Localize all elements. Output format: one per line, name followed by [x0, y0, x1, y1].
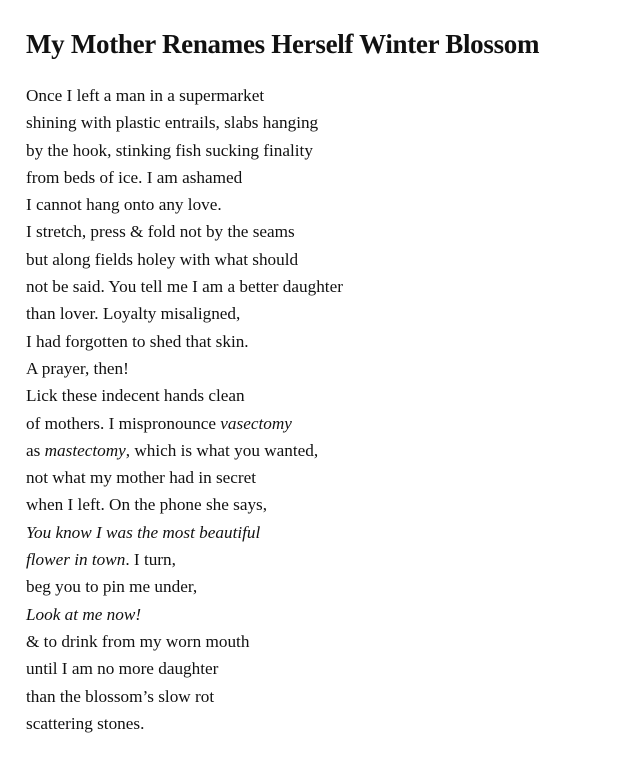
poem-line-segment: Once I left a man in a supermarket — [26, 86, 265, 105]
poem-line-segment: scattering stones. — [26, 713, 145, 733]
poem-line-italic-segment: flower in town — [26, 550, 126, 570]
poem-line-segment: from beds of ice. I am ashamed — [26, 167, 243, 187]
poem-line — [26, 109, 343, 136]
poem-line-segment: A prayer, then! — [26, 358, 129, 378]
poem-line-italic-segment: You know I was the most beautiful — [26, 522, 261, 542]
poem-line-segment: until I am no more daughter — [26, 659, 219, 679]
poem-line — [26, 519, 343, 546]
poem-line-segment: than lover. Loyalty misaligned, — [26, 304, 241, 324]
poem-line-segment: but along fields holey with what should — [26, 249, 299, 269]
poem-line — [26, 683, 343, 710]
poem-line-segment: shining with plastic entrails, slabs hanging — [26, 113, 319, 133]
poem-line — [26, 273, 343, 300]
poem-line-italic-segment: mastectomy — [44, 440, 126, 460]
poem-line-segment: not what my mother had in secret — [26, 468, 257, 488]
poem-line — [26, 573, 343, 600]
poem-line-italic-segment: vasectomy — [220, 413, 292, 433]
poem-line — [26, 82, 343, 109]
poem-body — [26, 82, 343, 737]
poem-line — [26, 628, 343, 655]
poem-line-italic-segment: Look at me now! — [26, 604, 142, 624]
poem-line — [26, 164, 343, 191]
poem-line-segment: I stretch, press & fold not by the seams — [26, 222, 295, 242]
poem-line — [26, 491, 343, 518]
poem-line-segment: . I turn, — [125, 550, 176, 570]
poem-line — [26, 437, 343, 464]
poem-line — [26, 546, 343, 573]
poem-line-segment: when I left. On the phone she says, — [26, 495, 268, 515]
poem-line — [26, 464, 343, 491]
poem-line — [26, 601, 343, 628]
poem-line-segment: & to drink from my worn mouth — [26, 631, 250, 651]
poem-line — [26, 218, 343, 245]
poem-line-segment: I cannot hang onto any love. — [26, 195, 222, 215]
poem-line-segment: , which is what you wanted, — [125, 440, 319, 460]
poem-line — [26, 246, 343, 273]
poem-line-segment: by the hook, stinking fish sucking finality — [26, 140, 313, 160]
poem-line-segment: not be said. You tell me I am a better daughter — [26, 277, 343, 297]
poem-line — [26, 410, 343, 437]
poem-line-segment: of mothers. I mispronounce — [26, 413, 221, 433]
poem-line — [26, 710, 343, 737]
poem-line — [26, 137, 343, 164]
poem-line-segment: I had forgotten to shed that skin. — [26, 331, 249, 351]
poem-line — [26, 191, 343, 218]
poem-line-segment: as — [26, 440, 45, 460]
poem-line-segment: Lick these indecent hands clean — [26, 386, 245, 406]
poem-line — [26, 355, 343, 382]
poem-line-segment: than the blossom’s slow rot — [26, 686, 215, 706]
poem-title: My Mother Renames Herself Winter Blossom — [26, 29, 540, 59]
poem-line — [26, 382, 343, 409]
poem-line-segment: beg you to pin me under, — [26, 577, 198, 597]
poem-line — [26, 328, 343, 355]
poem-line — [26, 655, 343, 682]
poem-line — [26, 300, 343, 327]
